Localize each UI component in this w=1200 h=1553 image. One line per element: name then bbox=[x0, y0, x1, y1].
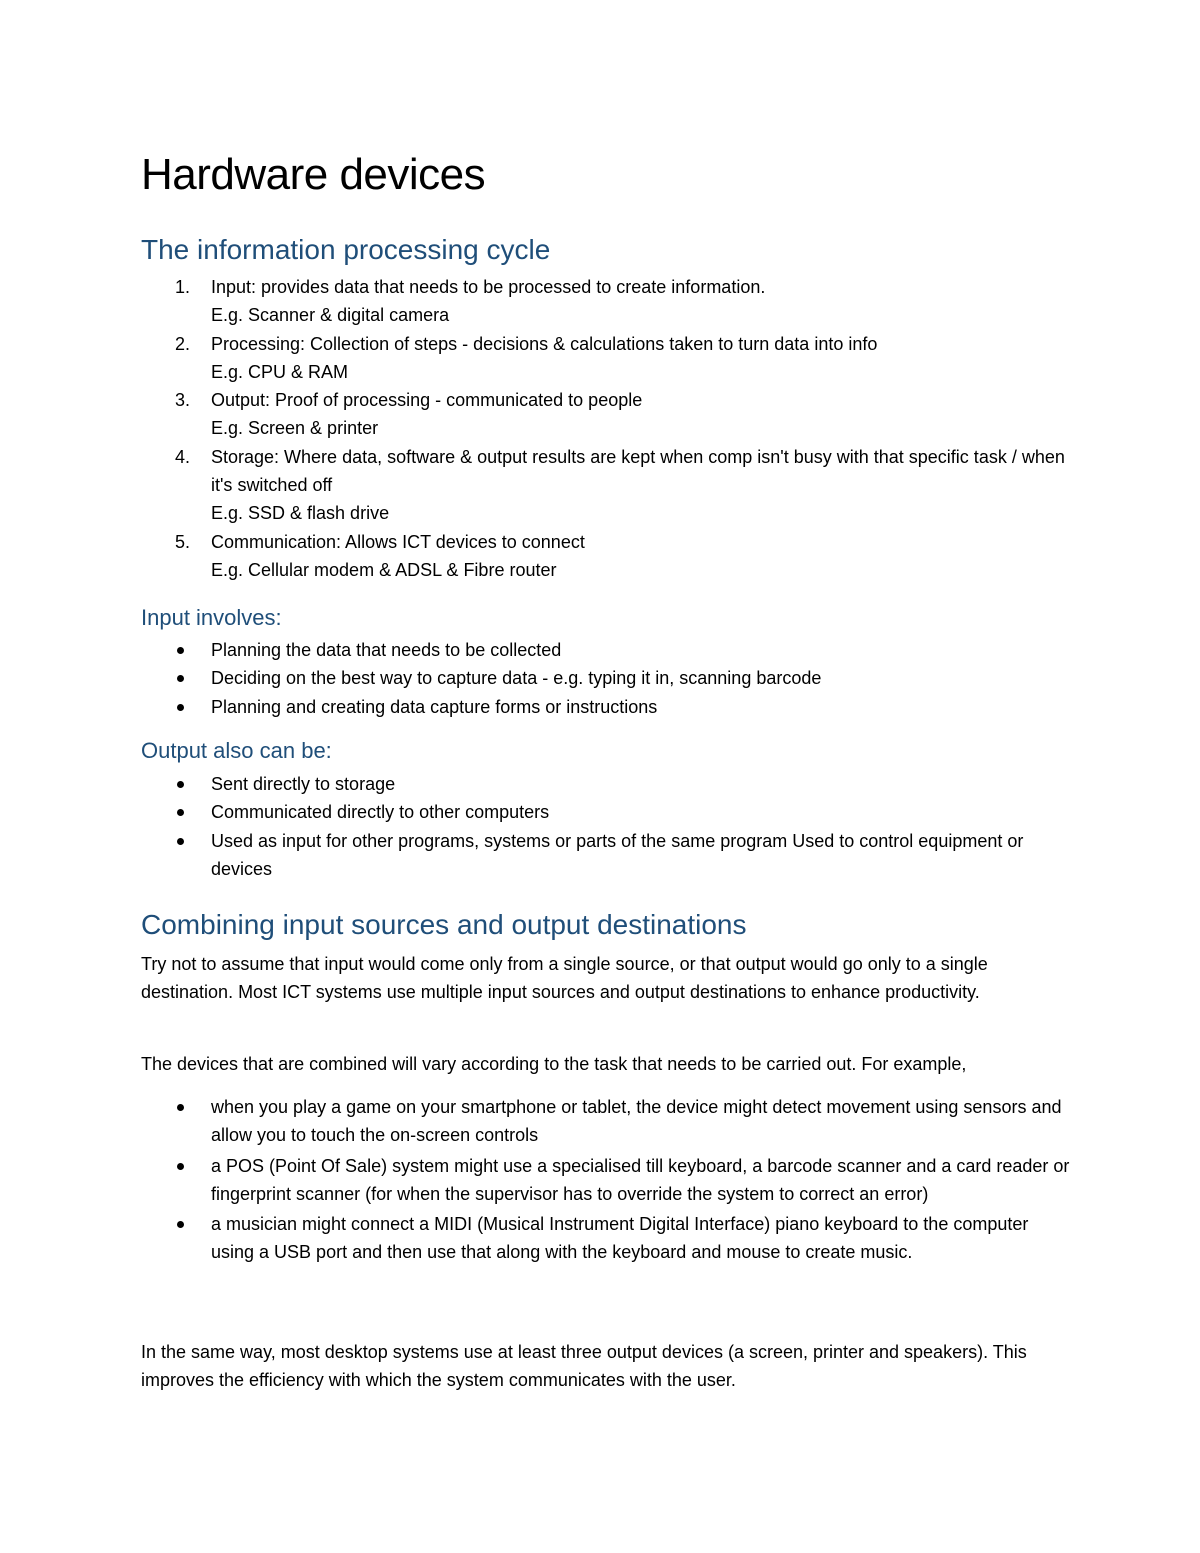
list-number: 4. bbox=[175, 446, 191, 467]
list-item bbox=[141, 1152, 1071, 1209]
list-item-example: E.g. Scanner & digital camera bbox=[211, 305, 450, 326]
list-item-example: E.g. Cellular modem & ADSL & Fibre router bbox=[211, 559, 557, 580]
list-item-text: Processing: Collection of steps - decisions & calculations taken to turn data into info bbox=[211, 333, 878, 354]
list-item-example: E.g. CPU & RAM bbox=[211, 361, 349, 382]
list-item-text: a POS (Point Of Sale) system might use a specialised till keyboard, a barcode scanner and a card reader or fingerprint scanner (for when the supervisor has to override the system to correct an error) bbox=[211, 1155, 1070, 1204]
list-item-text: Input: provides data that needs to be processed to create information. bbox=[211, 277, 766, 297]
list-item bbox=[141, 636, 1071, 664]
list-number: 5. bbox=[175, 531, 191, 552]
list-item bbox=[141, 1210, 1071, 1267]
list-item-text: Planning and creating data capture forms or instructions bbox=[211, 696, 658, 717]
list-item bbox=[141, 386, 1071, 443]
bullet-icon bbox=[177, 1221, 184, 1228]
list-item-text: Deciding on the best way to capture data - e.g. typing it in, scanning barcode bbox=[211, 668, 822, 689]
document-title: Hardware devices bbox=[141, 150, 486, 199]
list-item bbox=[141, 273, 1071, 330]
paragraph: In the same way, most desktop systems use at least three output devices (a screen, printer and speakers). This improves the efficiency with which the system communicates with the user. bbox=[141, 1342, 1027, 1391]
list-item bbox=[141, 693, 1071, 721]
list-item-text: Planning the data that needs to be collected bbox=[211, 640, 562, 660]
list-item bbox=[141, 770, 1071, 798]
input-involves-list bbox=[141, 636, 1071, 721]
list-item bbox=[141, 827, 1071, 884]
bullet-icon bbox=[177, 838, 184, 845]
list-item-text: Sent directly to storage bbox=[211, 774, 396, 794]
list-item-text: when you play a game on your smartphone or tablet, the device might detect movement using sensors and allow you to touch the on-screen controls bbox=[211, 1097, 1062, 1146]
list-item-text: Used as input for other programs, systems or parts of the same program Used to control equipment or devices bbox=[211, 830, 1024, 879]
processing-cycle-list bbox=[141, 273, 1071, 584]
list-item-text: Storage: Where data, software & output results are kept when comp isn't busy with that specific task / when it's switched off bbox=[211, 446, 1065, 496]
paragraph: Try not to assume that input would come only from a single source, or that output would go only to a single destination. Most ICT systems use multiple input sources and output destinations to enhance productivity. bbox=[141, 954, 988, 1003]
list-item bbox=[141, 664, 1071, 692]
list-item-text: Output: Proof of processing - communicated to people bbox=[211, 390, 643, 411]
bullet-icon bbox=[177, 647, 184, 654]
list-item bbox=[141, 443, 1071, 528]
bullet-icon bbox=[177, 781, 184, 788]
list-item-text: a musician might connect a MIDI (Musical Instrument Digital Interface) piano keyboard to the computer using a USB port and then use that along with the keyboard and mouse to create music. bbox=[211, 1214, 1029, 1263]
list-number: 1. bbox=[175, 277, 191, 297]
list-item-text: Communicated directly to other computers bbox=[211, 802, 550, 823]
heading-processing-cycle: The information processing cycle bbox=[141, 234, 551, 265]
combining-examples-list bbox=[141, 1093, 1071, 1267]
heading-output-also: Output also can be: bbox=[141, 738, 332, 763]
list-item bbox=[141, 528, 1071, 585]
bullet-icon bbox=[177, 809, 184, 816]
bullet-icon bbox=[177, 1163, 184, 1170]
list-item-example: E.g. SSD & flash drive bbox=[211, 503, 390, 524]
list-number: 3. bbox=[175, 390, 191, 411]
output-also-list bbox=[141, 770, 1071, 883]
list-item bbox=[141, 330, 1071, 387]
list-item-text: Communication: Allows ICT devices to connect bbox=[211, 531, 585, 552]
list-number: 2. bbox=[175, 333, 191, 354]
list-item bbox=[141, 798, 1071, 826]
list-item bbox=[141, 1093, 1071, 1150]
paragraph: The devices that are combined will vary according to the task that needs to be carried out. For example, bbox=[141, 1054, 967, 1074]
heading-input-involves: Input involves: bbox=[141, 605, 282, 630]
list-item-example: E.g. Screen & printer bbox=[211, 418, 379, 439]
heading-combining: Combining input sources and output destinations bbox=[141, 909, 747, 940]
bullet-icon bbox=[177, 1104, 184, 1111]
bullet-icon bbox=[177, 675, 184, 682]
bullet-icon bbox=[177, 704, 184, 711]
